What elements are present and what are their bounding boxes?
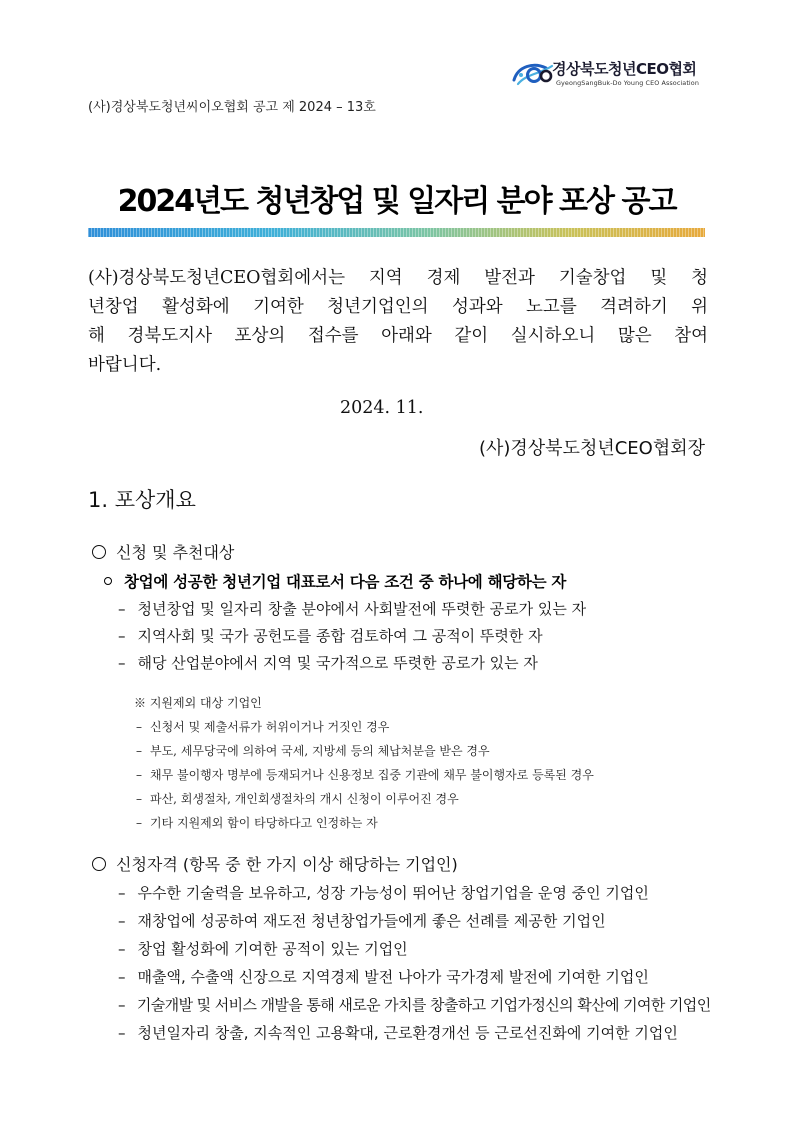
exclusion-item-text: 부도, 세무당국에 의하여 국세, 지방세 등의 체납처분을 받은 경우 [150, 744, 490, 758]
logo-mark-icon [512, 60, 556, 88]
exclusion-item [136, 718, 389, 735]
eligibility-item [118, 598, 586, 619]
eligibility-item-text: 지역사회 및 국가 공헌도를 종합 검토하여 그 공적이 뚜렷한 자 [137, 627, 543, 645]
qualification-item [118, 966, 649, 987]
eligibility-heading [92, 540, 234, 563]
notice-number: (사)경상북도청년씨이오협회 공고 제 2024 – 13호 [88, 100, 376, 115]
exclusion-note-heading: ※ 지원제외 대상 기업인 [134, 696, 262, 710]
qualification-item [118, 1022, 678, 1043]
qualification-item-text: 기술개발 및 서비스 개발을 통해 새로운 가치를 창출하고 기업가정신의 확산에 기여한 기업인 [136, 996, 711, 1014]
dash-marker: – [118, 940, 126, 958]
qualification-item-text: 재창업에 성공하여 재도전 청년창업가들에게 좋은 선례를 제공한 기업인 [137, 912, 606, 930]
circle-bullet-icon [92, 857, 106, 871]
small-circle-bullet-icon [104, 577, 112, 585]
dash-marker: – [136, 816, 142, 830]
eligibility-subheading-text: 창업에 성공한 청년기업 대표로서 다음 조건 중 하나에 해당하는 자 [124, 573, 567, 591]
exclusion-item [136, 742, 490, 759]
qualification-item-text: 매출액, 수출액 신장으로 지역경제 발전 나아가 국가경제 발전에 기여한 기업인 [137, 968, 649, 986]
dash-marker: – [136, 720, 142, 734]
intro-line: (사)경상북도청년CEO협회에서는 지역 경제 발전과 기술창업 및 청 [88, 268, 708, 288]
exclusion-item [136, 790, 459, 807]
exclusion-item-text: 신청서 및 제출서류가 허위이거나 거짓인 경우 [150, 720, 390, 734]
dash-marker: – [136, 792, 142, 806]
dash-marker: – [118, 600, 126, 618]
qualification-item [118, 994, 711, 1015]
qualification-item-text: 우수한 기술력을 보유하고, 성장 가능성이 뛰어난 창업기업을 운영 중인 기업인 [137, 884, 649, 902]
dash-marker: – [118, 654, 126, 672]
exclusion-item-text: 파산, 회생절차, 개인회생절차의 개시 신청이 이루어진 경우 [150, 792, 459, 806]
qualification-item [118, 910, 606, 931]
eligibility-item [118, 625, 543, 646]
qualification-item [118, 938, 408, 959]
dash-marker: – [118, 996, 125, 1014]
eligibility-item [118, 652, 538, 673]
intro-line: 해 경북도지사 포상의 접수를 아래와 같이 실시하오니 많은 참여 [88, 326, 708, 346]
exclusion-item-text: 채무 불이행자 명부에 등재되거나 신용정보 집중 기관에 채무 불이행자로 등록된 경우 [150, 768, 594, 782]
eligibility-item-text: 해당 산업분야에서 지역 및 국가적으로 뚜렷한 공로가 있는 자 [137, 654, 538, 672]
dash-marker: – [118, 912, 126, 930]
dash-marker: – [136, 768, 142, 782]
exclusion-item-text: 기타 지원제외 함이 타당하다고 인정하는 자 [150, 816, 378, 830]
eligibility-heading-text: 신청 및 추천대상 [116, 543, 235, 562]
section-title: 1. 포상개요 [88, 488, 196, 512]
notice-date: 2024. 11. [340, 398, 424, 418]
dash-marker: – [136, 744, 142, 758]
exclusion-item [136, 814, 378, 831]
dash-marker: – [118, 1024, 126, 1042]
dash-marker: – [118, 968, 126, 986]
qualification-item-text: 청년일자리 창출, 지속적인 고용확대, 근로환경개선 등 근로선진화에 기여한 기업인 [137, 1024, 678, 1042]
logo-name: 경상북도청년CEO협회 [552, 60, 697, 78]
qualification-item [118, 882, 649, 903]
qualification-heading [92, 852, 458, 875]
title-underline-bar [88, 228, 705, 237]
intro-line: 년창업 활성화에 기여한 청년기업인의 성과와 노고를 격려하기 위 [88, 297, 708, 317]
qualification-heading-text: 신청자격 (항목 중 한 가지 이상 해당하는 기업인) [116, 855, 458, 874]
page-title: 2024년도 청년창업 및 일자리 분야 포상 공고 [117, 184, 676, 219]
dash-marker: – [118, 884, 126, 902]
eligibility-item-text: 청년창업 및 일자리 창출 분야에서 사회발전에 뚜렷한 공로가 있는 자 [137, 600, 587, 618]
intro-paragraph [88, 264, 708, 380]
issuer-name: (사)경상북도청년CEO협회장 [478, 438, 705, 459]
qualification-item-text: 창업 활성화에 기여한 공적이 있는 기업인 [137, 940, 408, 958]
dash-marker: – [118, 627, 126, 645]
exclusion-item [136, 766, 594, 783]
circle-bullet-icon [92, 545, 106, 559]
eligibility-subheading [104, 570, 566, 592]
intro-line: 바랍니다. [88, 355, 162, 375]
logo-subtitle: GyeongSangBuk-Do Young CEO Association [556, 79, 699, 87]
association-logo [512, 58, 717, 92]
